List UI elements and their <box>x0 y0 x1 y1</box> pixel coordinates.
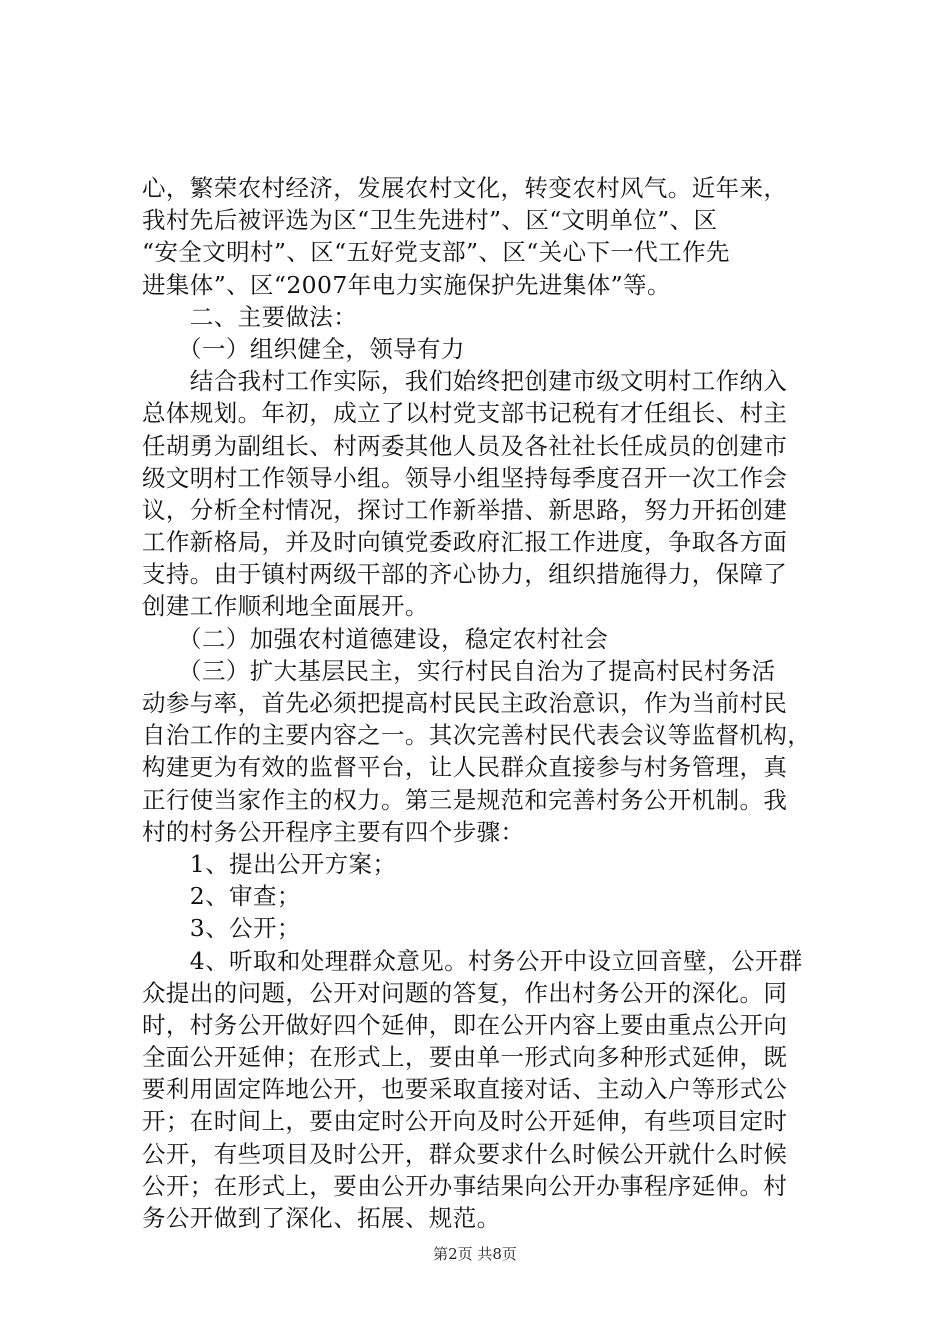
text-line: 公开，有些项目及时公开，群众要求什么时候公开就什么时候 <box>142 1139 788 1168</box>
text-line: （三）扩大基层民主，实行村民自治为了提高村民村务活 <box>142 656 776 685</box>
text-line: 时，村务公开做好四个延伸，即在公开内容上要由重点公开向 <box>142 1010 788 1039</box>
text-line: 进集体”、区“2007年电力实施保护先进集体”等。 <box>142 270 671 299</box>
subsection-heading: （一）组织健全，领导有力 <box>142 334 465 363</box>
page-number-footer: 第2页 共8页 <box>433 1245 517 1263</box>
text-line: 创建工作顺利地全面展开。 <box>142 592 429 621</box>
text-line: 构建更为有效的监督平台，让人民群众直接参与村务管理，真 <box>142 753 788 782</box>
text-line: 全面公开延伸；在形式上，要由单一形式向多种形式延伸，既 <box>142 1043 788 1072</box>
list-item: 1、提出公开方案； <box>142 849 397 878</box>
text-line: 自治工作的主要内容之一。其次完善村民代表会议等监督机构， <box>142 721 812 750</box>
list-item: 2、审查； <box>142 882 301 911</box>
text-line: 要利用固定阵地公开，也要采取直接对话、主动入户等形式公 <box>142 1075 788 1104</box>
list-item: 4、听取和处理群众意见。村务公开中设立回音壁，公开群 <box>142 946 803 975</box>
text-line: 结合我村工作实际，我们始终把创建市级文明村工作纳入 <box>142 367 788 396</box>
text-line: 动参与率，首先必须把提高村民民主政治意识，作为当前村民 <box>142 689 788 717</box>
section-heading: 二、主要做法： <box>142 302 358 331</box>
text-line: 村的村务公开程序主要有四个步骤： <box>142 817 525 846</box>
text-line: 务公开做到了深化、拓展、规范。 <box>142 1204 501 1232</box>
list-item: 3、公开； <box>142 914 301 943</box>
text-line: 心，繁荣农村经济，发展农村文化，转变农村风气。近年来， <box>142 174 788 202</box>
text-line: “安全文明村”、区“五好党支部”、区“关心下一代工作先 <box>142 238 730 267</box>
document-body <box>142 172 832 1234</box>
subsection-heading: （二）加强农村道德建设，稳定农村社会 <box>142 624 609 653</box>
text-line: 众提出的问题，公开对问题的答复，作出村务公开的深化。同 <box>142 978 788 1007</box>
text-line: 支持。由于镇村两级干部的齐心协力，组织措施得力，保障了 <box>142 560 788 589</box>
text-line: 正行使当家作主的权力。第三是规范和完善村务公开机制。我 <box>142 785 788 814</box>
text-line: 总体规划。年初，成立了以村党支部书记税有才任组长、村主 <box>142 399 788 428</box>
text-line: 议，分析全村情况，探讨工作新举措、新思路，努力开拓创建 <box>142 495 788 524</box>
text-line: 任胡勇为副组长、村两委其他人员及各社社长任成员的创建市 <box>142 431 788 460</box>
text-line: 我村先后被评选为区“卫生先进村”、区“文明单位”、区 <box>142 206 718 235</box>
text-line: 公开；在形式上，要由公开办事结果向公开办事程序延伸。村 <box>142 1171 788 1200</box>
text-line: 级文明村工作领导小组。领导小组坚持每季度召开一次工作会 <box>142 463 788 492</box>
text-line: 开；在时间上，要由定时公开向及时公开延伸，有些项目定时 <box>142 1107 788 1136</box>
text-line: 工作新格局，并及时向镇党委政府汇报工作进度，争取各方面 <box>142 528 788 557</box>
